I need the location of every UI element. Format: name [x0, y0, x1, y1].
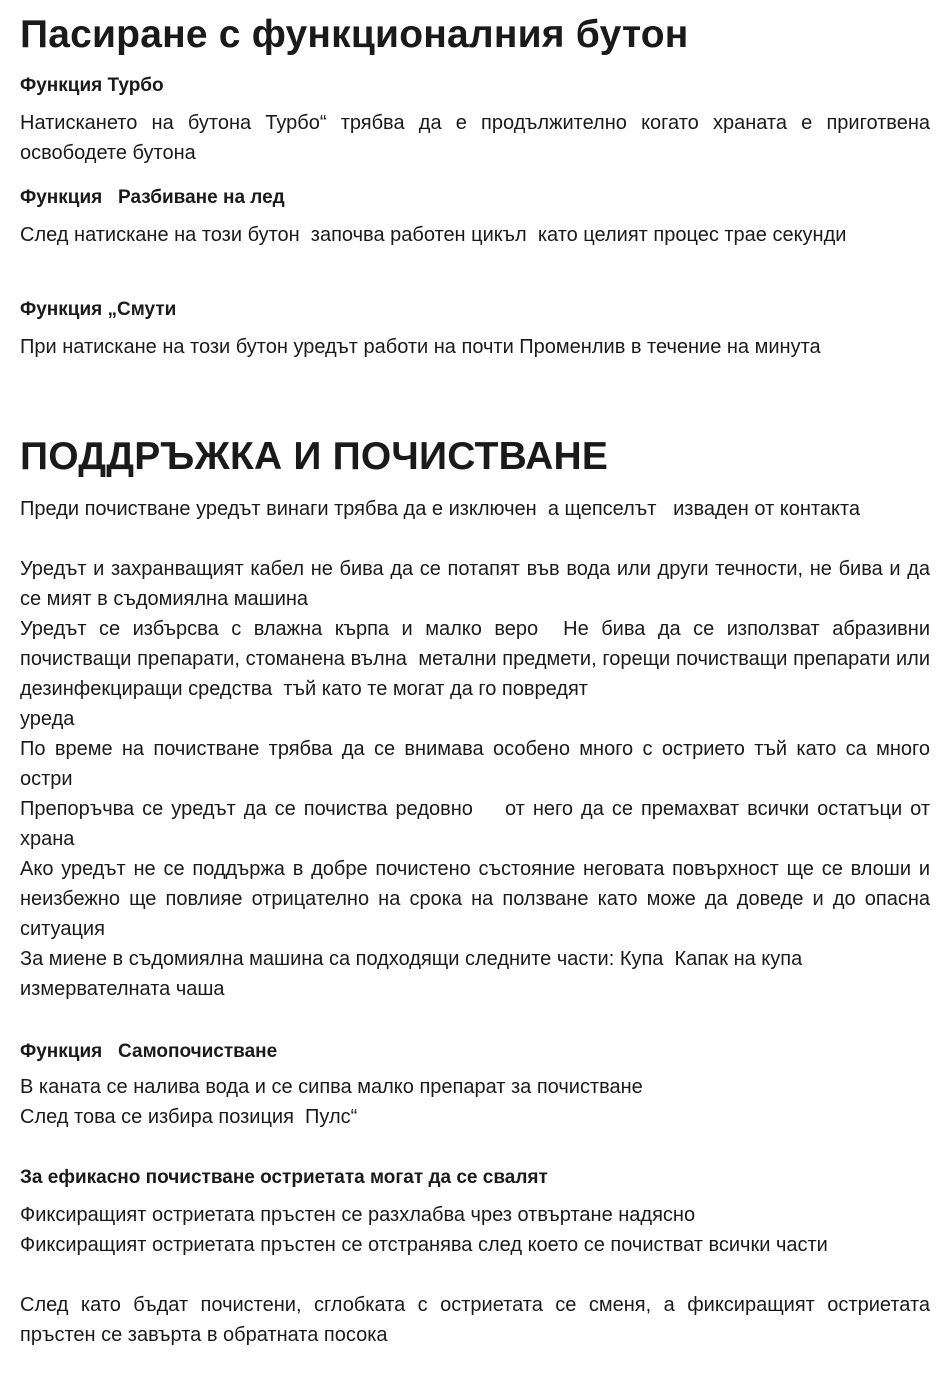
heading-turbo: Функция Турбо [20, 75, 164, 96]
selfclean-line-2: След това се избира позиция Пулс“ [20, 1106, 358, 1128]
section-title-maintenance: ПОДДРЪЖКА И ПОЧИСТВАНЕ [20, 435, 609, 478]
paragraph-regular-clean: Препоръчва се уредът да се почиства редовно от него да се премахват всички остатъци от храна [20, 798, 936, 850]
text-ice: След натискане на този бутон започва работен цикъл като целият процес трае секунди [20, 224, 847, 246]
section-title-blending: Пасиране с функционалния бутон [20, 13, 689, 56]
paragraph-dishwasher: За миене в съдомиялна машина са подходящи следните части: Купа Капак на купа измервателната чаша [20, 948, 808, 1000]
blades-line-1: Фиксиращият остриетата пръстен се разхлабва чрез отвъртане надясно [20, 1204, 696, 1226]
heading-ice: Функция Разбиване на лед [20, 187, 285, 208]
blades-line-2: Фиксиращият остриетата пръстен се отстранява след което се почистват всички части [20, 1234, 828, 1256]
paragraph-wipe: Уредът се избърсва с влажна кърпа и малко веро Не бива да се използват абразивни почистващи препарати, стоманена вълна метални предмети, горещи почистващи препарати или дезинфекциращи средства тъй като те могат да го повредят [20, 618, 936, 700]
blades-line-3: След като бъдат почистени, сглобката с остриетата се сменя, а фиксиращият остриетата пръстен се завърта в обратната посока [20, 1294, 930, 1346]
selfclean-line-1: В каната се налива вода и се сипва малко препарат за почистване [20, 1076, 643, 1098]
paragraph-blades-sharp: По време на почистване трябва да се внимава особено много с острието тъй като са много остри [20, 738, 930, 790]
paragraph-no-water: Уредът и захранващият кабел не бива да се потапят във вода или други течности, не бива и да се мият в съдомиялна машина [20, 558, 930, 610]
heading-selfclean: Функция Самопочистване [20, 1041, 278, 1062]
heading-smoothie: Функция „Смути [20, 299, 177, 320]
paragraph-condition: Ако уредът не се поддържа в добре почистено състояние неговата повърхност ще се влоши и неизбежно ще повлияе отрицателно на срока на ползване като може да доведе и до опасна ситуация [20, 858, 930, 940]
text-smoothie: При натискане на този бутон уредът работи на почти Променлив в течение на минута [20, 336, 821, 358]
paragraph-unplug: Преди почистване уредът винаги трябва да е изключен а щепселът изваден от контакта [20, 498, 861, 520]
paragraph-wipe-end: уреда [20, 708, 75, 730]
text-turbo: Натискането на бутона Турбо“ трябва да е продължително когато храната е приготвена освободете бутона [20, 112, 930, 164]
heading-blades: За ефикасно почистване остриетата могат да се свалят [20, 1167, 548, 1188]
